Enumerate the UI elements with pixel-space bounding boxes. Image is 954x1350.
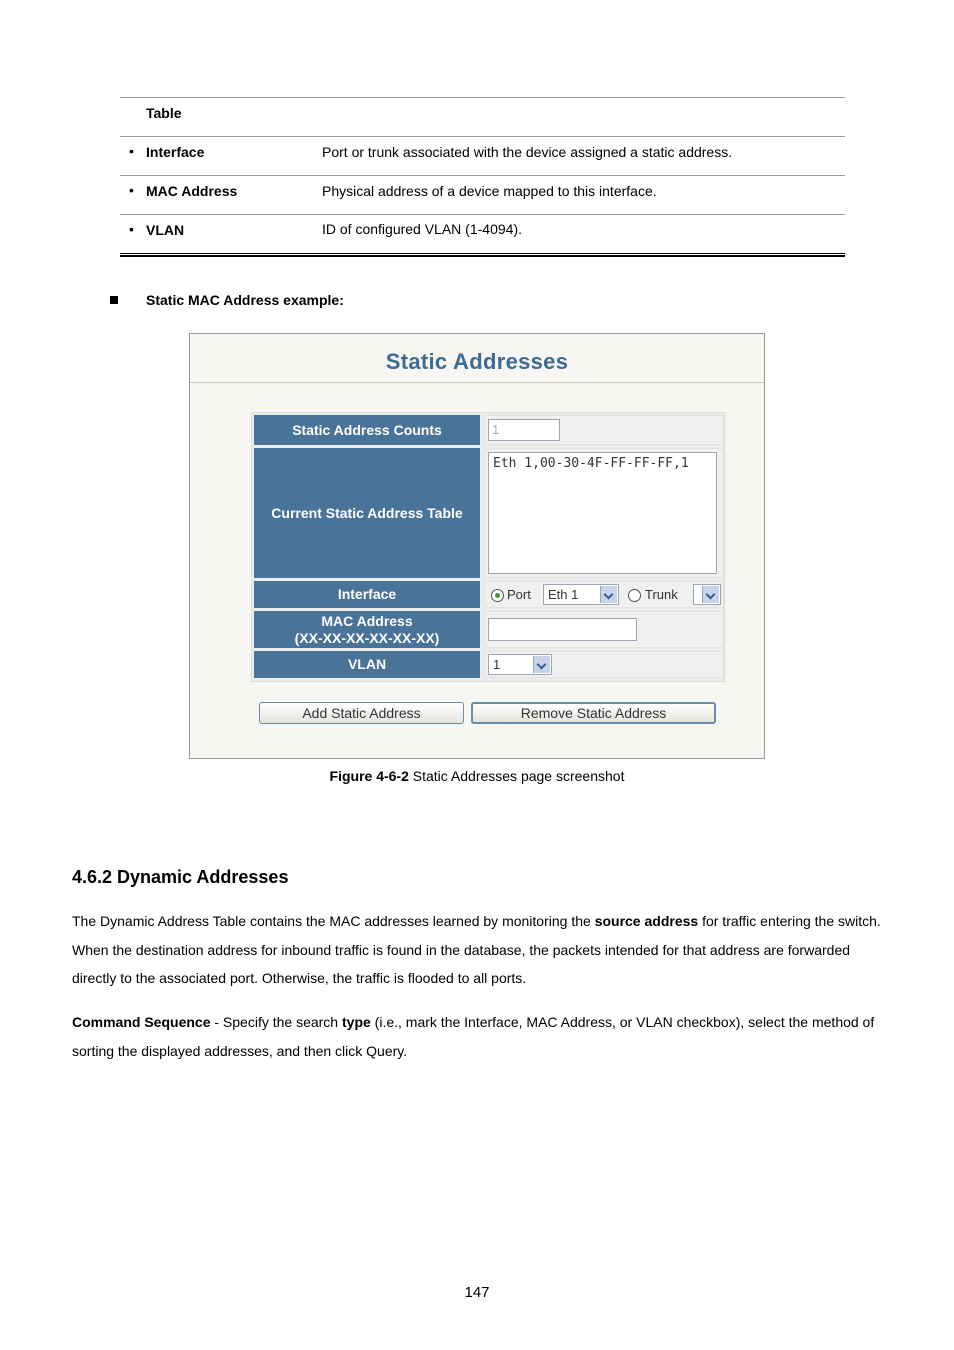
- label-mac-line1: MAC Address: [321, 612, 413, 629]
- label-mac-line2: (XX-XX-XX-XX-XX-XX): [294, 629, 440, 646]
- desc-mac-address: Physical address of a device mapped to this interface.: [322, 183, 657, 199]
- p1-bold: source address: [594, 913, 699, 929]
- trunk-radio[interactable]: [628, 589, 641, 602]
- table-row: [120, 136, 845, 175]
- value-cell-vlan: [484, 651, 724, 678]
- label-static-address-counts: Static Address Counts: [254, 415, 480, 445]
- paragraph-command-sequence: [72, 1008, 887, 1065]
- value-cell-interface: [484, 581, 724, 608]
- bullet: •: [129, 143, 134, 159]
- vlan-select[interactable]: [488, 654, 552, 675]
- trunk-radio-label: Trunk: [645, 587, 678, 602]
- table-header: Table: [146, 105, 182, 121]
- term-interface: Interface: [146, 144, 205, 160]
- bullet: •: [129, 182, 134, 198]
- static-address-counts-field: 1: [488, 419, 560, 441]
- figure-caption-text: Static Addresses page screenshot: [408, 768, 625, 784]
- p2-text-a: - Specify the search: [210, 1014, 342, 1030]
- chevron-down-icon: [533, 656, 550, 673]
- chevron-down-icon: [702, 586, 719, 603]
- definition-table: [120, 97, 845, 253]
- static-addresses-screenshot: [189, 333, 765, 759]
- port-select[interactable]: [543, 584, 619, 605]
- p1-text-a: The Dynamic Address Table contains the MAC addresses learned by monitoring the: [72, 913, 595, 929]
- p2-text-b: (i.e., mark the Interface, MAC Address, or VLAN checkbox), select the method of sorting the displayed addresses, and then click Query.: [72, 1014, 875, 1059]
- section-heading: 4.6.2 Dynamic Addresses: [72, 867, 289, 887]
- figure-caption: [0, 768, 954, 784]
- list-item[interactable]: Eth 1,00-30-4F-FF-FF-FF,1: [493, 456, 689, 471]
- table-row: [120, 175, 845, 214]
- bullet: •: [129, 221, 134, 237]
- example-title: [110, 292, 344, 308]
- term-mac-address: MAC Address: [146, 183, 238, 199]
- square-bullet-icon: [110, 296, 118, 304]
- chevron-down-icon: [600, 586, 617, 603]
- port-radio[interactable]: [491, 589, 504, 602]
- paragraph-dynamic-address: [72, 907, 887, 993]
- p2-bold-type: type: [342, 1014, 371, 1030]
- value-cell-table: [484, 448, 724, 578]
- p2-bold-command: Command Sequence: [72, 1014, 211, 1030]
- label-interface: Interface: [254, 581, 480, 608]
- figure-number: Figure 4-6-2: [329, 768, 409, 784]
- example-title-text: Static MAC Address example:: [146, 292, 344, 308]
- p1-text-b: for traffic entering the switch. When the destination address for inbound traffic is found in the database, the packets intended for that address are forwarded directly to the associated port. Otherwise, the traffic is flooded to all ports.: [72, 913, 881, 986]
- panel-title-bar: [190, 334, 764, 383]
- term-vlan: VLAN: [146, 222, 185, 238]
- remove-static-address-button[interactable]: Remove Static Address: [471, 702, 716, 724]
- panel-title: Static Addresses: [385, 349, 569, 374]
- static-address-form: [251, 412, 725, 682]
- value-cell-counts: [484, 415, 724, 445]
- port-select-value: Eth 1: [548, 587, 579, 602]
- page-number: 147: [464, 1284, 490, 1301]
- mac-address-input[interactable]: [488, 618, 637, 641]
- current-static-address-list[interactable]: [488, 452, 717, 574]
- label-mac-address: [254, 611, 480, 648]
- value-cell-mac: [484, 611, 724, 648]
- desc-vlan: ID of configured VLAN (1-4094).: [322, 221, 522, 237]
- port-radio-label: Port: [507, 587, 531, 602]
- desc-interface: Port or trunk associated with the device assigned a static address.: [322, 144, 733, 160]
- table-row: [120, 214, 845, 253]
- label-current-static-address-table: Current Static Address Table: [254, 448, 480, 578]
- vlan-select-value: 1: [493, 657, 501, 672]
- table-bottom-rule: [120, 253, 845, 257]
- label-vlan: VLAN: [254, 651, 480, 678]
- add-static-address-button[interactable]: Add Static Address: [259, 702, 464, 724]
- table-header-row: [120, 97, 845, 136]
- trunk-select[interactable]: [693, 584, 721, 605]
